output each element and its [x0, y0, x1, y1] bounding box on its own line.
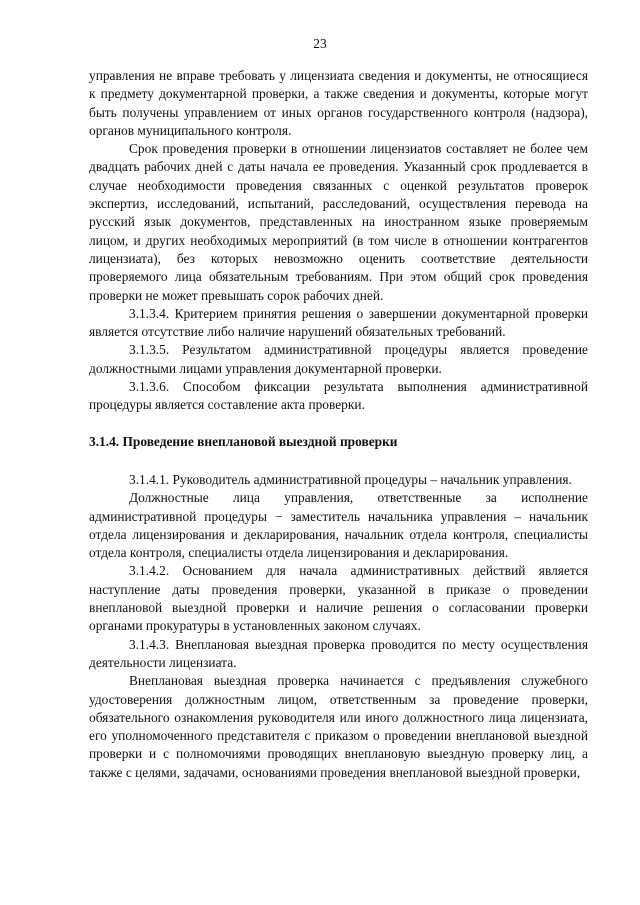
paragraph: Внеплановая выездная проверка начинается с предъявления служебного удостоверения должностным лицом, ответственным за проведение проверки, обязательного ознакомления руководителя или иного должностного лица лицензиата, его уполномоченного представителя с приказом о проведении внеплановой выездной проверки и с полномочиями проводящих внеплановую выездную проверку лиц, а также с целями, задачами, основаниями проведения внеплановой выездной проверки, — [89, 673, 588, 780]
paragraph: 3.1.4.1. Руководитель административной процедуры – начальник управления. — [129, 471, 572, 487]
paragraph: 3.1.3.5. Результатом административной процедуры является проведение должностными лицами управления документарной проверки. — [89, 342, 588, 376]
paragraphs-after — [89, 471, 588, 782]
paragraph: Срок проведения проверки в отношении лицензиатов составляет не более чем двадцать рабочих дней с даты начала ее проведения. Указанный срок продлевается в случае необходимости проведения связанных с оценкой результатов проверок экспертиз, исследований, испытаний, расследований, осуществления перевода на русский язык документов, представленных на иностранном языке проверяемым лицом, и других необходимых мероприятий (в том числе в отношении контрагентов лицензиата), без которых невозможно оценить соответствие деятельности проверяемого лица обязательным требованиям. При этом общий срок проведения проверки не может превышать сорок рабочих дней. — [89, 141, 588, 303]
paragraph: 3.1.4.2. Основанием для начала административных действий является наступление даты проведения проверки, указанной в приказе о проведении внеплановой выездной проверки и наличие решения о согласовании проверки органами прокуратуры в установленных законом случаях. — [89, 563, 588, 634]
paragraph: Должностные лица управления, ответственные за исполнение административной процедуры − заместитель начальника управления – начальник отдела лицензирования и декларирования, начальник отдела контроля, специалисты отдела контроля, специалисты отдела лицензирования и декларирования. — [89, 490, 588, 561]
section-heading: 3.1.4. Проведение внеплановой выездной проверки — [89, 433, 398, 449]
paragraph: 3.1.4.3. Внеплановая выездная проверка проводится по месту осуществления деятельности лицензиата. — [89, 636, 588, 670]
paragraph: 3.1.3.4. Критерием принятия решения о завершении документарной проверки является отсутствие либо наличие нарушений обязательных требований. — [89, 305, 588, 340]
paragraphs-before — [89, 67, 588, 415]
page-number: 23 — [313, 36, 327, 51]
paragraph: управления не вправе требовать у лицензиата сведения и документы, не относящиеся к предмету документарной проверки, а также сведения и документы, которые могут быть получены управлением от иных органов государственного контроля (надзора), органов муниципального контроля. — [89, 68, 588, 138]
document-body — [89, 67, 588, 782]
paragraph: 3.1.3.6. Способом фиксации результата выполнения административной процедуры является составление акта проверки. — [89, 379, 588, 413]
